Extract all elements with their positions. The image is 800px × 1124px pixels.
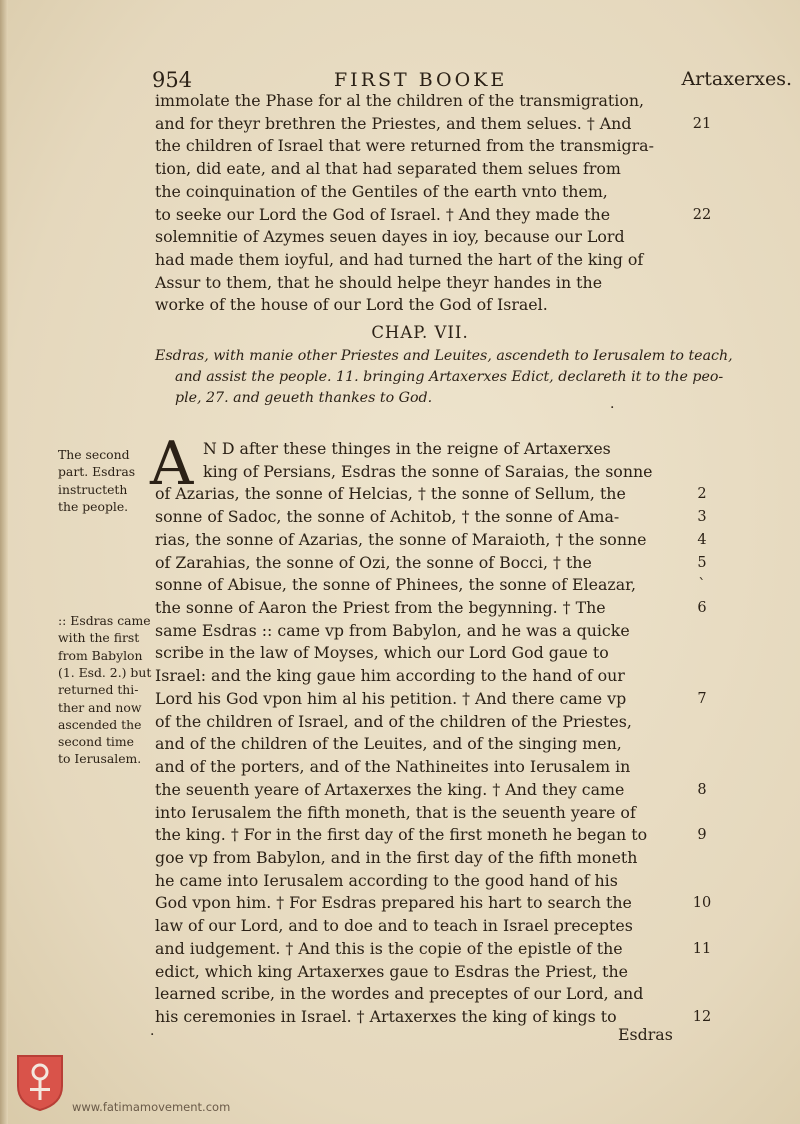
margin-note-line: ther and now xyxy=(58,699,142,715)
verse-number: ` xyxy=(698,577,706,594)
text-line: into Ierusalem the fifth moneth, that is the seuenth yeare of xyxy=(155,802,636,822)
running-title: FIRST BOOKE xyxy=(334,69,508,91)
argument-line: Esdras, with manie other Priestes and Leuites, ascendeth to Ierusalem to teach, xyxy=(155,348,733,364)
margin-note-line: with the first xyxy=(58,630,140,646)
margin-note-line: the people. xyxy=(58,498,129,514)
ornament-dot: · xyxy=(610,400,615,416)
verse-number: 4 xyxy=(697,531,707,548)
argument-line: ple, 27. and geueth thankes to God. xyxy=(175,390,433,406)
verse-number: 12 xyxy=(692,1009,712,1025)
verse-number: 11 xyxy=(692,940,712,957)
text-line: tion, did eate, and al that had separated them selues from xyxy=(155,159,621,179)
margin-note-line: to Ierusalem. xyxy=(58,751,142,767)
text-line: of Azarias, the sonne of Helcias, † the sonne of Sellum, the xyxy=(155,484,626,504)
catchword: Esdras xyxy=(618,1025,673,1044)
text-line: the children of Israel that were returned from the transmigra- xyxy=(155,136,654,156)
text-line: God vpon him. † For Esdras prepared his hart to search the xyxy=(155,893,632,913)
verse-number: 9 xyxy=(697,827,707,844)
verse-number: 6 xyxy=(697,600,707,617)
verse-number: 5 xyxy=(697,554,707,571)
text-line: and of the children of the Leuites, and of the singing men, xyxy=(155,734,622,754)
argument-line: and assist the people. 11. bringing Artaxerxes Edict, declareth it to the peo- xyxy=(175,369,724,385)
drop-cap: A xyxy=(150,429,194,499)
page-number: 954 xyxy=(152,68,193,92)
chapter-heading: CHAP. VII. xyxy=(371,323,469,342)
margin-note-line: from Babylon xyxy=(58,647,143,663)
text-line: immolate the Phase for al the children of the transmigration, xyxy=(155,91,645,110)
margin-note-line: The second xyxy=(58,447,130,462)
margin-note-line: second time xyxy=(58,734,134,750)
text-line: and of the porters, and of the Nathineites into Ierusalem in xyxy=(155,757,631,777)
text-line: the king. † For in the first day of the first moneth he began to xyxy=(155,825,648,845)
text-line: solemnitie of Azymes seuen dayes in ioy, because our Lord xyxy=(155,227,625,247)
text-line: sonne of Sadoc, the sonne of Achitob, † the sonne of Ama- xyxy=(155,507,620,527)
margin-note-line: instructeth xyxy=(58,481,128,497)
text-line: same Esdras :: came vp from Babylon, and he was a quicke xyxy=(155,620,630,640)
text-line: edict, which king Artaxerxes gaue to Esdras the Priest, the xyxy=(155,961,629,981)
text-line: rias, the sonne of Azarias, the sonne of Maraioth, † the sonne xyxy=(155,529,647,549)
verse-number: 21 xyxy=(692,115,712,132)
ornament-dot: · xyxy=(150,1027,155,1043)
margin-note-line: returned thi- xyxy=(58,682,139,698)
book-gutter xyxy=(0,0,8,1124)
text-line: scribe in the law of Moyses, which our Lord God gaue to xyxy=(155,643,609,663)
text-line: king of Persians, Esdras the sonne of Saraias, the sonne xyxy=(203,461,653,481)
text-line: to seeke our Lord the God of Israel. † And they made the xyxy=(155,204,611,224)
fatima-logo-icon xyxy=(12,1052,68,1112)
verse-number: 22 xyxy=(692,206,712,223)
text-line: of Zarahias, the sonne of Ozi, the sonne of Bocci, † the xyxy=(155,552,592,572)
verse-number: 2 xyxy=(697,486,707,503)
verse-number: 3 xyxy=(697,509,707,526)
text-line: and iudgement. † And this is the copie of the epistle of the xyxy=(155,938,623,958)
margin-note-line: (1. Esd. 2.) but xyxy=(58,664,152,680)
verse-number: 8 xyxy=(697,781,707,798)
text-line: learned scribe, in the wordes and preceptes of our Lord, and xyxy=(155,984,644,1004)
margin-note-line: part. Esdras xyxy=(58,464,136,480)
margin-note-line: :: Esdras came xyxy=(58,613,151,628)
text-line: he came into Ierusalem according to the good hand of his xyxy=(155,870,618,890)
text-line: worke of the house of our Lord the God of Israel. xyxy=(155,295,548,315)
text-line: of the children of Israel, and of the children of the Priestes, xyxy=(155,711,632,731)
margin-note-line: ascended the xyxy=(58,716,142,732)
verse-number: 10 xyxy=(692,895,712,912)
text-line: the coinquination of the Gentiles of the earth vnto them, xyxy=(155,181,608,201)
text-line: his ceremonies in Israel. † Artaxerxes the king of kings to xyxy=(155,1007,617,1026)
text-line: the sonne of Aaron the Priest from the begynning. † The xyxy=(155,598,606,618)
text-line: N D after these thinges in the reigne of Artaxerxes xyxy=(203,439,611,458)
text-line: goe vp from Babylon, and in the first day of the fifth moneth xyxy=(155,847,638,867)
verse-number: 7 xyxy=(697,690,707,707)
text-line: Assur to them, that he should helpe theyr handes in the xyxy=(155,272,603,292)
text-line: Israel: and the king gaue him according to the hand of our xyxy=(155,666,625,686)
text-line: had made them ioyful, and had turned the hart of the king of xyxy=(155,249,644,269)
text-line: sonne of Abisue, the sonne of Phinees, the sonne of Eleazar, xyxy=(155,575,636,595)
text-line: and for theyr brethren the Priestes, and them selues. † And xyxy=(155,113,632,133)
text-line: the seuenth yeare of Artaxerxes the king. † And they came xyxy=(155,779,625,799)
text-line: Lord his God vpon him al his petition. † And there came vp xyxy=(155,688,627,708)
running-right-title: Artaxerxes. xyxy=(681,68,792,90)
website-watermark: www.fatimamovement.com xyxy=(72,1100,231,1114)
text-line: law of our Lord, and to doe and to teach in Israel preceptes xyxy=(155,916,633,936)
